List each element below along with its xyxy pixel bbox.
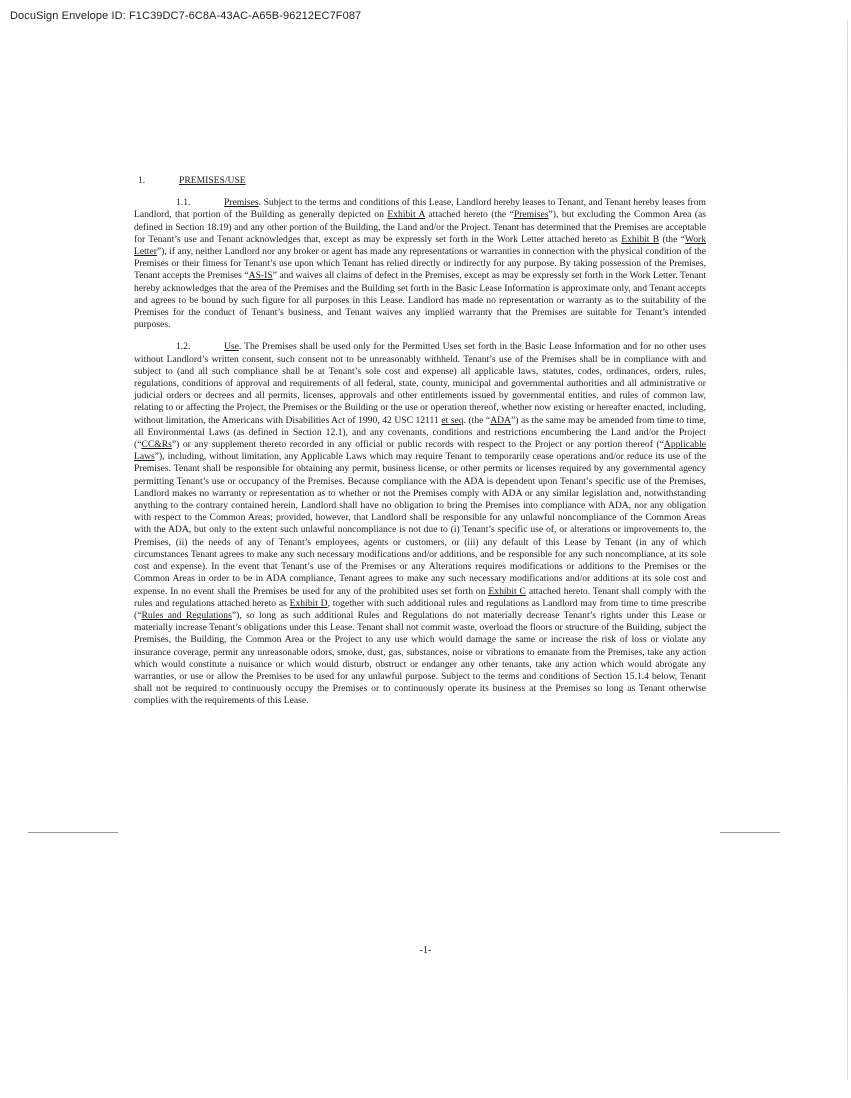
- defined-term: Exhibit A: [387, 209, 425, 221]
- paragraph-number: 1.2.: [176, 341, 191, 353]
- defined-term: CC&Rs: [141, 439, 172, 451]
- paragraph-premises: [134, 197, 706, 331]
- defined-term: Premises: [513, 209, 549, 221]
- text-segment: . The Premises shall be used only for the Permitted Uses set forth in the Basic Lease Information and for no other uses without Landlord’s written consent, such consent not to be unreasonably withheld. Tenant’s use of the Premises shall be in compliance with and subject to (and all such compliance shall be at Tenant’s sole cost and expense) all applicable laws, statutes, codes, ordinances, orders, rules, regulations, conditions of approval and requirements of all federal, state, county, municipal and governmental authorities and all administrative or judicial orders or decrees and all permits, licenses, approvals and other entitlements issued by governmental entities, and rules of common law, relating to or affecting the Project, the Premises or the Building or the use or operation thereof, whether now existing or hereafter enacted, including, without limitation, the Americans with Disabilities Act of 1990, 42 USC 12111: [134, 341, 706, 426]
- defined-term: Exhibit B: [621, 233, 660, 245]
- text-segment: ”) or any supplement thereto recorded in any official or public records with respect to the Project or any portion thereof (“: [171, 439, 664, 451]
- paragraph-use: [134, 341, 706, 707]
- section-title: PREMISES/USE: [179, 175, 246, 186]
- text-segment: ”) as the same may be amended from time to time, all Environmental Laws (as defined in Section 12.1), and any covenants, conditions and restrictions encumbering the Land and/or the Project (“: [134, 414, 706, 451]
- paragraph-number: 1.1.: [176, 197, 191, 209]
- envelope-id: DocuSign Envelope ID: F1C39DC7-6C8A-43AC-A65B-96212EC7F087: [10, 10, 362, 22]
- document-body: [134, 175, 706, 718]
- text-segment: attached hereto. Tenant shall comply with the rules and regulations attached hereto as: [134, 585, 706, 609]
- paragraph-title: Use: [224, 341, 239, 353]
- text-segment: ”), including, without limitation, any Applicable Laws which may require Tenant to temporarily cease operations and/or reduce its use of the Premises. Tenant shall be responsible for obtaining any permit, business license, or other permits or licenses required by any governmental agency permitting Tenant’s use or occupancy of the Premises. Because compliance with the ADA is dependent upon Tenant’s specific use of the Premises, Landlord makes no warranty or representation as to whether or not the Premises comply with ADA or any similar legislation and, notwithstanding anything to the contrary contained herein, Landlord shall have no obligation to bring the Premises into compliance with ADA, nor any obligation with respect to the Common Areas; provided, however, that Landlord shall be responsible for any unlawful noncompliance of the Common Areas with the ADA, but only to the extent such unlawful noncompliance is not due to (i) Tenant’s specific use of, or alterations or improvements to, the Premises, (ii) the needs of any of Tenant’s employees, agents or customers, or (iii) any default of this Lease by Tenant (in any of which circumstances Tenant agrees to make any such necessary modifications and/or additions, and be responsible for any such noncompliance, at its sole cost and expense). In the event that Tenant’s use of the Premises or any Alterations requires modifications or additions to the Premises or the Common Areas in order to be in ADA compliance, Tenant agrees to make any such necessary modifications and/or additions at its sole cost and expense. In no event shall the Premises be used for any of the prohibited uses set forth on: [134, 451, 706, 597]
- text-segment: attached hereto (the “: [424, 209, 514, 221]
- text-segment: ” and waives all claims of defect in the Premises, except as may be expressly set forth in the Work Letter. Tenant hereby acknowledges that the area of the Premises and the Building set forth in the Basic Lease Information is approximate only, and Tenant accepts and agrees to be bound by such figure for all purposes in this Lease. Landlord has made no representation or warranty as to the suitability of the Premises for the conduct of Tenant’s business, and Tenant waives any implied warranty that the Premises are suitable for Tenant’s intended purposes.: [134, 270, 706, 331]
- paragraph-text: [134, 197, 706, 330]
- text-segment: , together with such additional rules and regulations as Landlord may from time to time prescribe (“: [134, 597, 706, 621]
- section-heading: [138, 175, 706, 187]
- paragraph-title: Premises: [224, 197, 259, 209]
- defined-term: Applicable Laws: [134, 439, 706, 463]
- text-segment: . Subject to the terms and conditions of this Lease, Landlord hereby leases to Tenant, and Tenant hereby leases from Landlord, that portion of the Building as generally depicted on: [134, 197, 706, 221]
- defined-term: ADA: [490, 414, 511, 426]
- text-segment: ”), so long as such additional Rules and Regulations do not materially decrease Tenant’s rights under this Lease or materially increase Tenant’s obligations under this Lease. Tenant shall not commit waste, overload the floors or structure of the Building, subject the Premises, the Building, the Common Area or the Project to any use which would damage the same or increase the risk of loss or violate any insurance coverage, permit any unreasonable odors, smoke, dust, gas, substances, noise or vibrations to emanate from the Premises, take any action which would constitute a nuisance or which would disturb, obstruct or endanger any other tenants, take any action which would abrogate any warranties, or use or allow the Premises to be used for any unlawful purpose. Subject to the terms and conditions of Section 15.1.4 below, Tenant shall not be required to continuously occupy the Premises or to continuously operate its business at the Premises so long as Tenant otherwise complies with the requirements of this Lease.: [134, 609, 706, 707]
- defined-term: AS-IS: [248, 270, 273, 282]
- defined-term: et seq: [441, 414, 464, 426]
- scan-artifact-line-left: [28, 832, 118, 833]
- defined-term: Work Letter: [134, 233, 706, 258]
- page-number: -1-: [419, 945, 432, 956]
- scan-artifact-line-right: [720, 832, 780, 833]
- text-segment: (the “: [659, 233, 685, 245]
- scan-edge: [847, 20, 848, 1080]
- paragraph-text: [134, 341, 706, 706]
- text-segment: ”), but excluding the Common Area (as defined in Section 18.19) and any other portion of the Building, the Land and/or the Project. Tenant has determined that the Premises are acceptable for Tenant’s use and Tenant acknowledges that, except as may be expressly set forth in the Work Letter attached hereto as: [134, 209, 706, 245]
- text-segment: . (the “: [463, 414, 491, 426]
- defined-term: Exhibit D: [289, 597, 328, 609]
- section-number: 1.: [138, 175, 146, 186]
- defined-term: Exhibit C: [488, 585, 526, 597]
- defined-term: Rules and Regulations: [141, 609, 232, 621]
- text-segment: ”), if any, neither Landlord nor any broker or agent has made any representations or warranties in connection with the physical condition of the Premises or their fitness for Tenant’s use upon which Tenant has relied directly or indirectly for any purpose. By taking possession of the Premises, Tenant accepts the Premises “: [134, 246, 706, 282]
